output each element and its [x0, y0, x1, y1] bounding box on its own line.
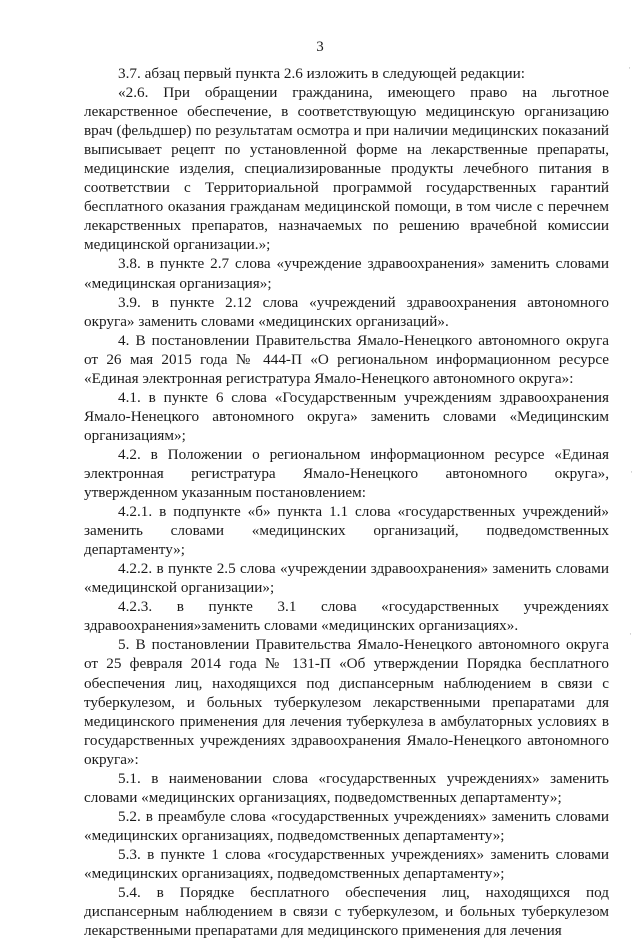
paragraph-5-3: 5.3. в пункте 1 слова «государственных учреждениях» заменить словами «медицинских организациях, подведомственных департаменту»; [84, 845, 609, 882]
scan-mark-lower-right: · [629, 629, 632, 639]
paragraph-4-2-1: 4.2.1. в подпункте «б» пункта 1.1 слова «государственных учреждений» заменить словами «медицинских организаций, подведомственных департаменту»; [84, 503, 609, 559]
page-number: 3 [316, 39, 324, 55]
paragraph-4-2-2: 4.2.2. в пункте 2.5 слова «учреждении здравоохранения» заменить словами «медицинской организации»; [84, 560, 609, 597]
paragraph-quoted-2-6: «2.6. При обращении гражданина, имеющего право на льготное лекарственное обеспечение, в соответствующую медицинскую организацию врач (фельдшер) по результатам осмотра и при наличии медицинских показаний выписывает рецепт по установленной форме на лекарственные препараты, медицинские изделия, специализированные продукты лечебного питания в соответствии с Территориальной программой государственных гарантий бесплатного оказания гражданам медицинской помощи, в том числе с перечнем лекарственных препаратов, назначаемых по решению врачебной комиссии медицинской организации.»; [84, 84, 609, 254]
document-body [84, 64, 609, 940]
paragraph-5-2: 5.2. в преамбуле слова «государственных учреждениях» заменить словами «медицинских организациях, подведомственных департаменту»; [84, 807, 609, 844]
paragraph-3-7: 3.7. абзац первый пункта 2.6 изложить в следующей редакции: [118, 65, 525, 82]
paragraph-5: 5. В постановлении Правительства Ямало-Ненецкого автономного округа от 25 февраля 2014 года № 131-П «Об утверждении Порядка бесплатного обеспечения лиц, находящихся под диспансерным наблюдением в связи с туберкулезом, и больных туберкулезом лекарственными препаратами для медицинского применения для лечения туберкулеза в амбулаторных условиях в государственных учреждениях здравоохранения Ямало-Ненецкого автономного округа»: [84, 636, 609, 768]
paragraph-5-4: 5.4. в Порядке бесплатного обеспечения лиц, находящихся под диспансерным наблюдением в связи с туберкулезом, и больных туберкулезом лекарственными препаратами для медицинского применения для лечения [84, 884, 609, 940]
paragraph-4-2-3: 4.2.3. в пункте 3.1 слова «государственных учреждениях здравоохранения»заменить словами «медицинских организациях». [84, 598, 609, 635]
paragraph-3-9: 3.9. в пункте 2.12 слова «учреждений здравоохранения автономного округа» заменить словами «медицинских организаций». [84, 293, 609, 330]
paragraph-4: 4. В постановлении Правительства Ямало-Ненецкого автономного округа от 26 мая 2015 года № 444-П «О региональном информационном ресурсе «Единая электронная регистратура Ямало-Ненецкого автономного округа»: [84, 331, 609, 387]
scan-mark-top-right: · [628, 63, 631, 73]
paragraph-4-2: 4.2. в Положении о региональном информационном ресурсе «Единая электронная регистратура Ямало-Ненецкого автономного округа», утвержденном указанным постановлением: [84, 445, 609, 502]
paragraph-3-8: 3.8. в пункте 2.7 слова «учреждение здравоохранения» заменить словами «медицинская организация»; [84, 255, 609, 292]
scan-mark-middle-right: · [630, 467, 633, 477]
paragraph-4-1: 4.1. в пункте 6 слова «Государственным учреждениям здравоохранения Ямало-Ненецкого автономного округа» заменить словами «Медицинским организациям»; [84, 388, 609, 444]
paragraph-5-1: 5.1. в наименовании слова «государственных учреждениях» заменить словами «медицинских организациях, подведомственных департаменту»; [84, 769, 609, 806]
